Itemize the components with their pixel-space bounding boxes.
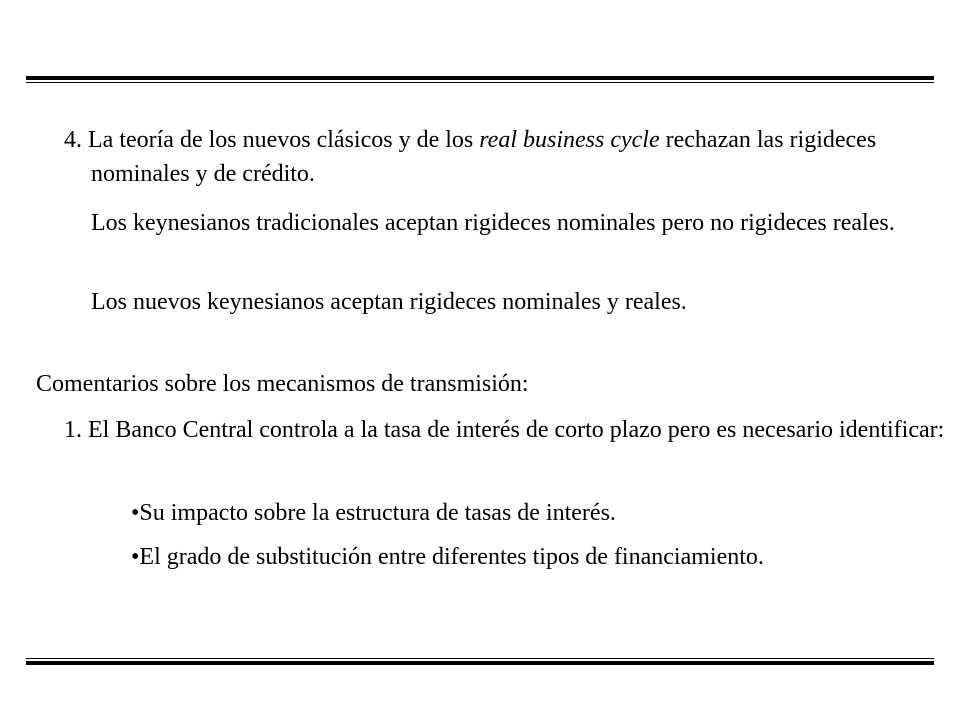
bullet-financing-substitution: •El grado de substitución entre diferentes tipos de financiamiento. [131,544,764,570]
item-4-text-end: rechazan las rigideces nominales y de crédito. [91,127,877,187]
comments-item-1: 1. El Banco Central controla a la tasa de interés de corto plazo pero es necesario identificar: [64,417,945,443]
bullet-rate-structure: •Su impacto sobre la estructura de tasas de interés. [131,500,616,526]
bottom-double-rule [26,658,934,665]
traditional-keynesians-text: Los keynesianos tradicionales aceptan rigideces nominales pero no rigideces reales. [91,210,895,236]
bottom-rule-thick-line [26,661,934,665]
comments-heading: Comentarios sobre los mecanismos de transmisión: [36,371,529,397]
bottom-rule-thin-line [26,658,934,659]
new-keynesians-text: Los nuevos keynesianos aceptan rigideces nominales y reales. [91,289,687,315]
item-4-italic-term: real business cycle [479,127,660,153]
item-4-text-start: 4. La teoría de los nuevos clásicos y de los [64,127,480,153]
item-4-new-classical [64,123,951,191]
